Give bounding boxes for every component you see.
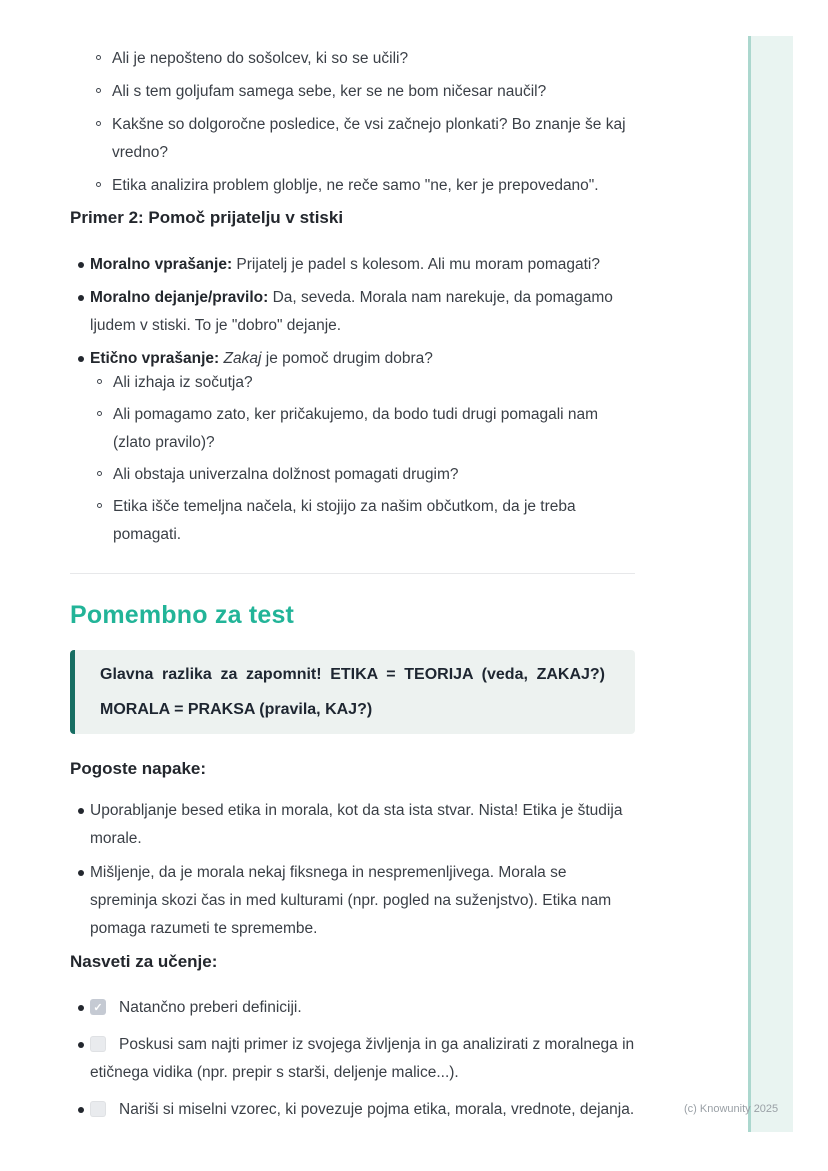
list-item xyxy=(78,284,635,340)
list-item-text: Uporabljanje besed etika in morala, kot da sta ista stvar. Nista! Etika je študija morale. xyxy=(90,802,623,847)
list-item xyxy=(97,493,635,549)
bullet-icon xyxy=(78,1107,84,1113)
item-label: Etično vprašanje: xyxy=(90,350,220,367)
primer1-questions-list xyxy=(70,45,635,200)
list-item-text: Ali je nepošteno do sošolcev, ki so se učili? xyxy=(112,50,409,67)
bullet-icon xyxy=(78,1042,84,1048)
circle-bullet-icon xyxy=(97,379,102,384)
list-item-text: Ali obstaja univerzalna dolžnost pomagati drugim? xyxy=(113,466,459,483)
mistakes-heading: Pogoste napake: xyxy=(70,759,207,778)
list-item-text: Etika išče temeljna načela, ki stojijo za našim občutkom, da je treba pomagati. xyxy=(113,498,576,543)
list-item xyxy=(78,251,635,279)
bullet-icon xyxy=(78,808,84,814)
checkbox[interactable] xyxy=(90,999,106,1015)
checklist-item-text: Natančno preberi definiciji. xyxy=(119,999,302,1016)
callout-line: MORALA = PRAKSA (pravila, KAJ?) xyxy=(100,701,373,718)
circle-bullet-icon xyxy=(96,55,101,60)
item-emphasis: Zakaj xyxy=(219,350,262,367)
list-item-text xyxy=(90,345,635,553)
key-takeaway-callout xyxy=(70,650,635,734)
tips-heading: Nasveti za učenje: xyxy=(70,952,218,971)
list-item-text: Mišljenje, da je morala nekaj fiksnega in nespremenljivega. Morala se spreminja skozi čas in med kulturami (npr. pogled na suženjstvo). Etika nam pomaga razumeti te spremembe. xyxy=(90,864,612,937)
watermark: (c) Knowunity 2025 xyxy=(684,1103,779,1115)
primer2-list xyxy=(70,251,635,553)
checklist-item xyxy=(78,1031,635,1087)
circle-bullet-icon xyxy=(96,121,101,126)
bullet-icon xyxy=(78,262,84,268)
circle-bullet-icon xyxy=(97,503,102,508)
list-item xyxy=(97,401,635,457)
bullet-icon xyxy=(78,295,84,301)
list-item-text: Ali s tem goljufam samega sebe, ker se ne bom ničesar naučil? xyxy=(112,83,547,100)
bullet-icon xyxy=(78,356,84,362)
checkbox[interactable] xyxy=(90,1036,106,1052)
circle-bullet-icon xyxy=(97,471,102,476)
list-item-text xyxy=(90,251,635,279)
item-label: Moralno vprašanje: xyxy=(90,256,233,273)
list-item xyxy=(78,345,635,553)
list-item-text: Etika analizira problem globlje, ne reče samo "ne, ker je prepovedano". xyxy=(112,177,599,194)
checklist-item-content xyxy=(90,994,635,1022)
bullet-icon xyxy=(78,870,84,876)
list-item xyxy=(97,369,635,397)
list-item xyxy=(78,859,635,943)
section-heading: Pomembno za test xyxy=(70,601,295,629)
list-item xyxy=(97,461,635,489)
list-item xyxy=(96,172,635,200)
item-body: Prijatelj je padel s kolesom. Ali mu moram pomagati? xyxy=(232,256,600,273)
list-item-text: Ali pomagamo zato, ker pričakujemo, da bodo tudi drugi pomagali nam (zlato pravilo)? xyxy=(113,406,599,451)
checklist-item xyxy=(78,1096,635,1124)
callout-line: Glavna razlika za zapomnit! ETIKA = TEORIJA (veda, ZAKAJ?) xyxy=(100,666,605,683)
item-body: je pomoč drugim dobra? xyxy=(261,350,433,367)
tips-checklist xyxy=(70,994,635,1124)
item-body: Da, seveda. Morala nam narekuje, da pomagamo ljudem v stiski. To je "dobro" dejanje. xyxy=(90,289,613,334)
checklist-item-text: Nariši si miselni vzorec, ki povezuje pojma etika, morala, vrednote, dejanja. xyxy=(119,1101,635,1118)
list-item xyxy=(96,45,635,73)
checklist-item-content xyxy=(90,1031,635,1087)
circle-bullet-icon xyxy=(97,411,102,416)
circle-bullet-icon xyxy=(96,88,101,93)
document-content xyxy=(70,38,635,1133)
list-item xyxy=(96,78,635,106)
mistakes-list xyxy=(70,797,635,943)
primer2-heading: Primer 2: Pomoč prijatelju v stiski xyxy=(70,208,344,227)
section-divider xyxy=(70,573,635,574)
page-edge-accent-bar xyxy=(748,36,793,1132)
list-item-text: Kakšne so dolgoročne posledice, če vsi začnejo plonkati? Bo znanje še kaj vredno? xyxy=(112,116,626,161)
checklist-item-text: Poskusi sam najti primer iz svojega življenja in ga analizirati z moralnega in etičnega vidika (npr. prepir s starši, deljenje malice...). xyxy=(90,1036,635,1081)
list-item-text xyxy=(90,284,635,340)
primer2-sub-list xyxy=(90,369,635,549)
item-label: Moralno dejanje/pravilo: xyxy=(90,289,269,306)
checklist-item-content xyxy=(90,1096,635,1124)
list-item xyxy=(96,111,635,167)
checkbox[interactable] xyxy=(90,1101,106,1117)
circle-bullet-icon xyxy=(96,182,101,187)
checklist-item xyxy=(78,994,635,1022)
list-item xyxy=(78,797,635,853)
bullet-icon xyxy=(78,1005,84,1011)
list-item-text: Ali izhaja iz sočutja? xyxy=(113,374,253,391)
